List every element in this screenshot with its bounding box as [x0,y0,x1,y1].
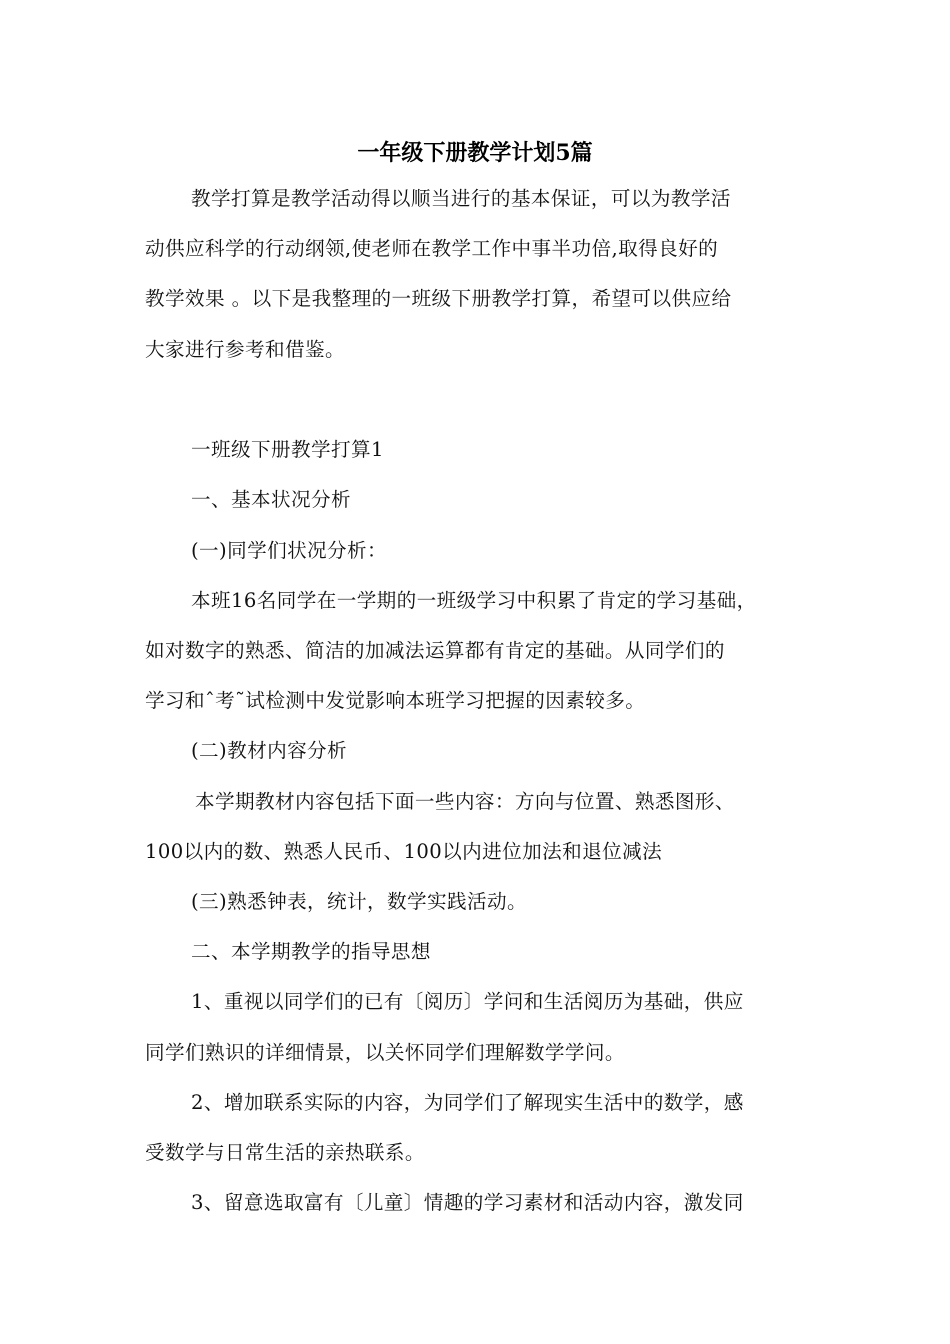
paragraph-line: 100以内的数、熟悉人民币、100以内进位加法和退位减法 [145,840,663,863]
heading-basic-analysis: 一、基本状况分析 [191,488,351,511]
paragraph-line: 本班16名同学在一学期的一班级学习中积累了肯定的学习基础， [191,589,757,612]
subheading-materials: (二)教材内容分析 [191,739,348,762]
list-item-3: 3、留意选取富有〔儿童〕情趣的学习素材和活动内容，激发同 [191,1191,744,1214]
subheading-clock: (三)熟悉钟表，统计，数学实践活动。 [191,890,527,913]
paragraph-line: 学习和ˆ考˜试检测中发觉影响本班学习把握的因素较多。 [145,689,646,712]
intro-line-2: 动供应科学的行动纲领,使老师在教学工作中事半功倍,取得良好的 [145,237,719,260]
intro-line-3: 教学效果 。以下是我整理的一班级下册教学打算，希望可以供应给 [145,287,732,310]
heading-guiding-ideas: 二、本学期教学的指导思想 [191,940,431,963]
section-heading: 一班级下册教学打算1 [191,438,384,461]
list-item-2-cont: 受数学与日常生活的亲热联系。 [145,1141,425,1164]
list-item-2: 2、增加联系实际的内容，为同学们了解现实生活中的数学，感 [191,1091,744,1114]
intro-line-1: 教学打算是教学活动得以顺当进行的基本保证，可以为教学活 [191,187,731,210]
subheading-students: (一)同学们状况分析： [191,539,388,562]
document-title: 一年级下册教学计划5篇 [357,140,593,166]
paragraph-line: 本学期教材内容包括下面一些内容：方向与位置、熟悉图形、 [195,790,735,813]
list-item-1: 1、重视以同学们的已有〔阅历〕学问和生活阅历为基础，供应 [191,990,744,1013]
list-item-1-cont: 同学们熟识的详细情景，以关怀同学们理解数学学问。 [145,1041,625,1064]
paragraph-line: 如对数字的熟悉、简洁的加减法运算都有肯定的基础。从同学们的 [145,639,725,662]
intro-line-4: 大家进行参考和借鉴。 [145,338,345,361]
